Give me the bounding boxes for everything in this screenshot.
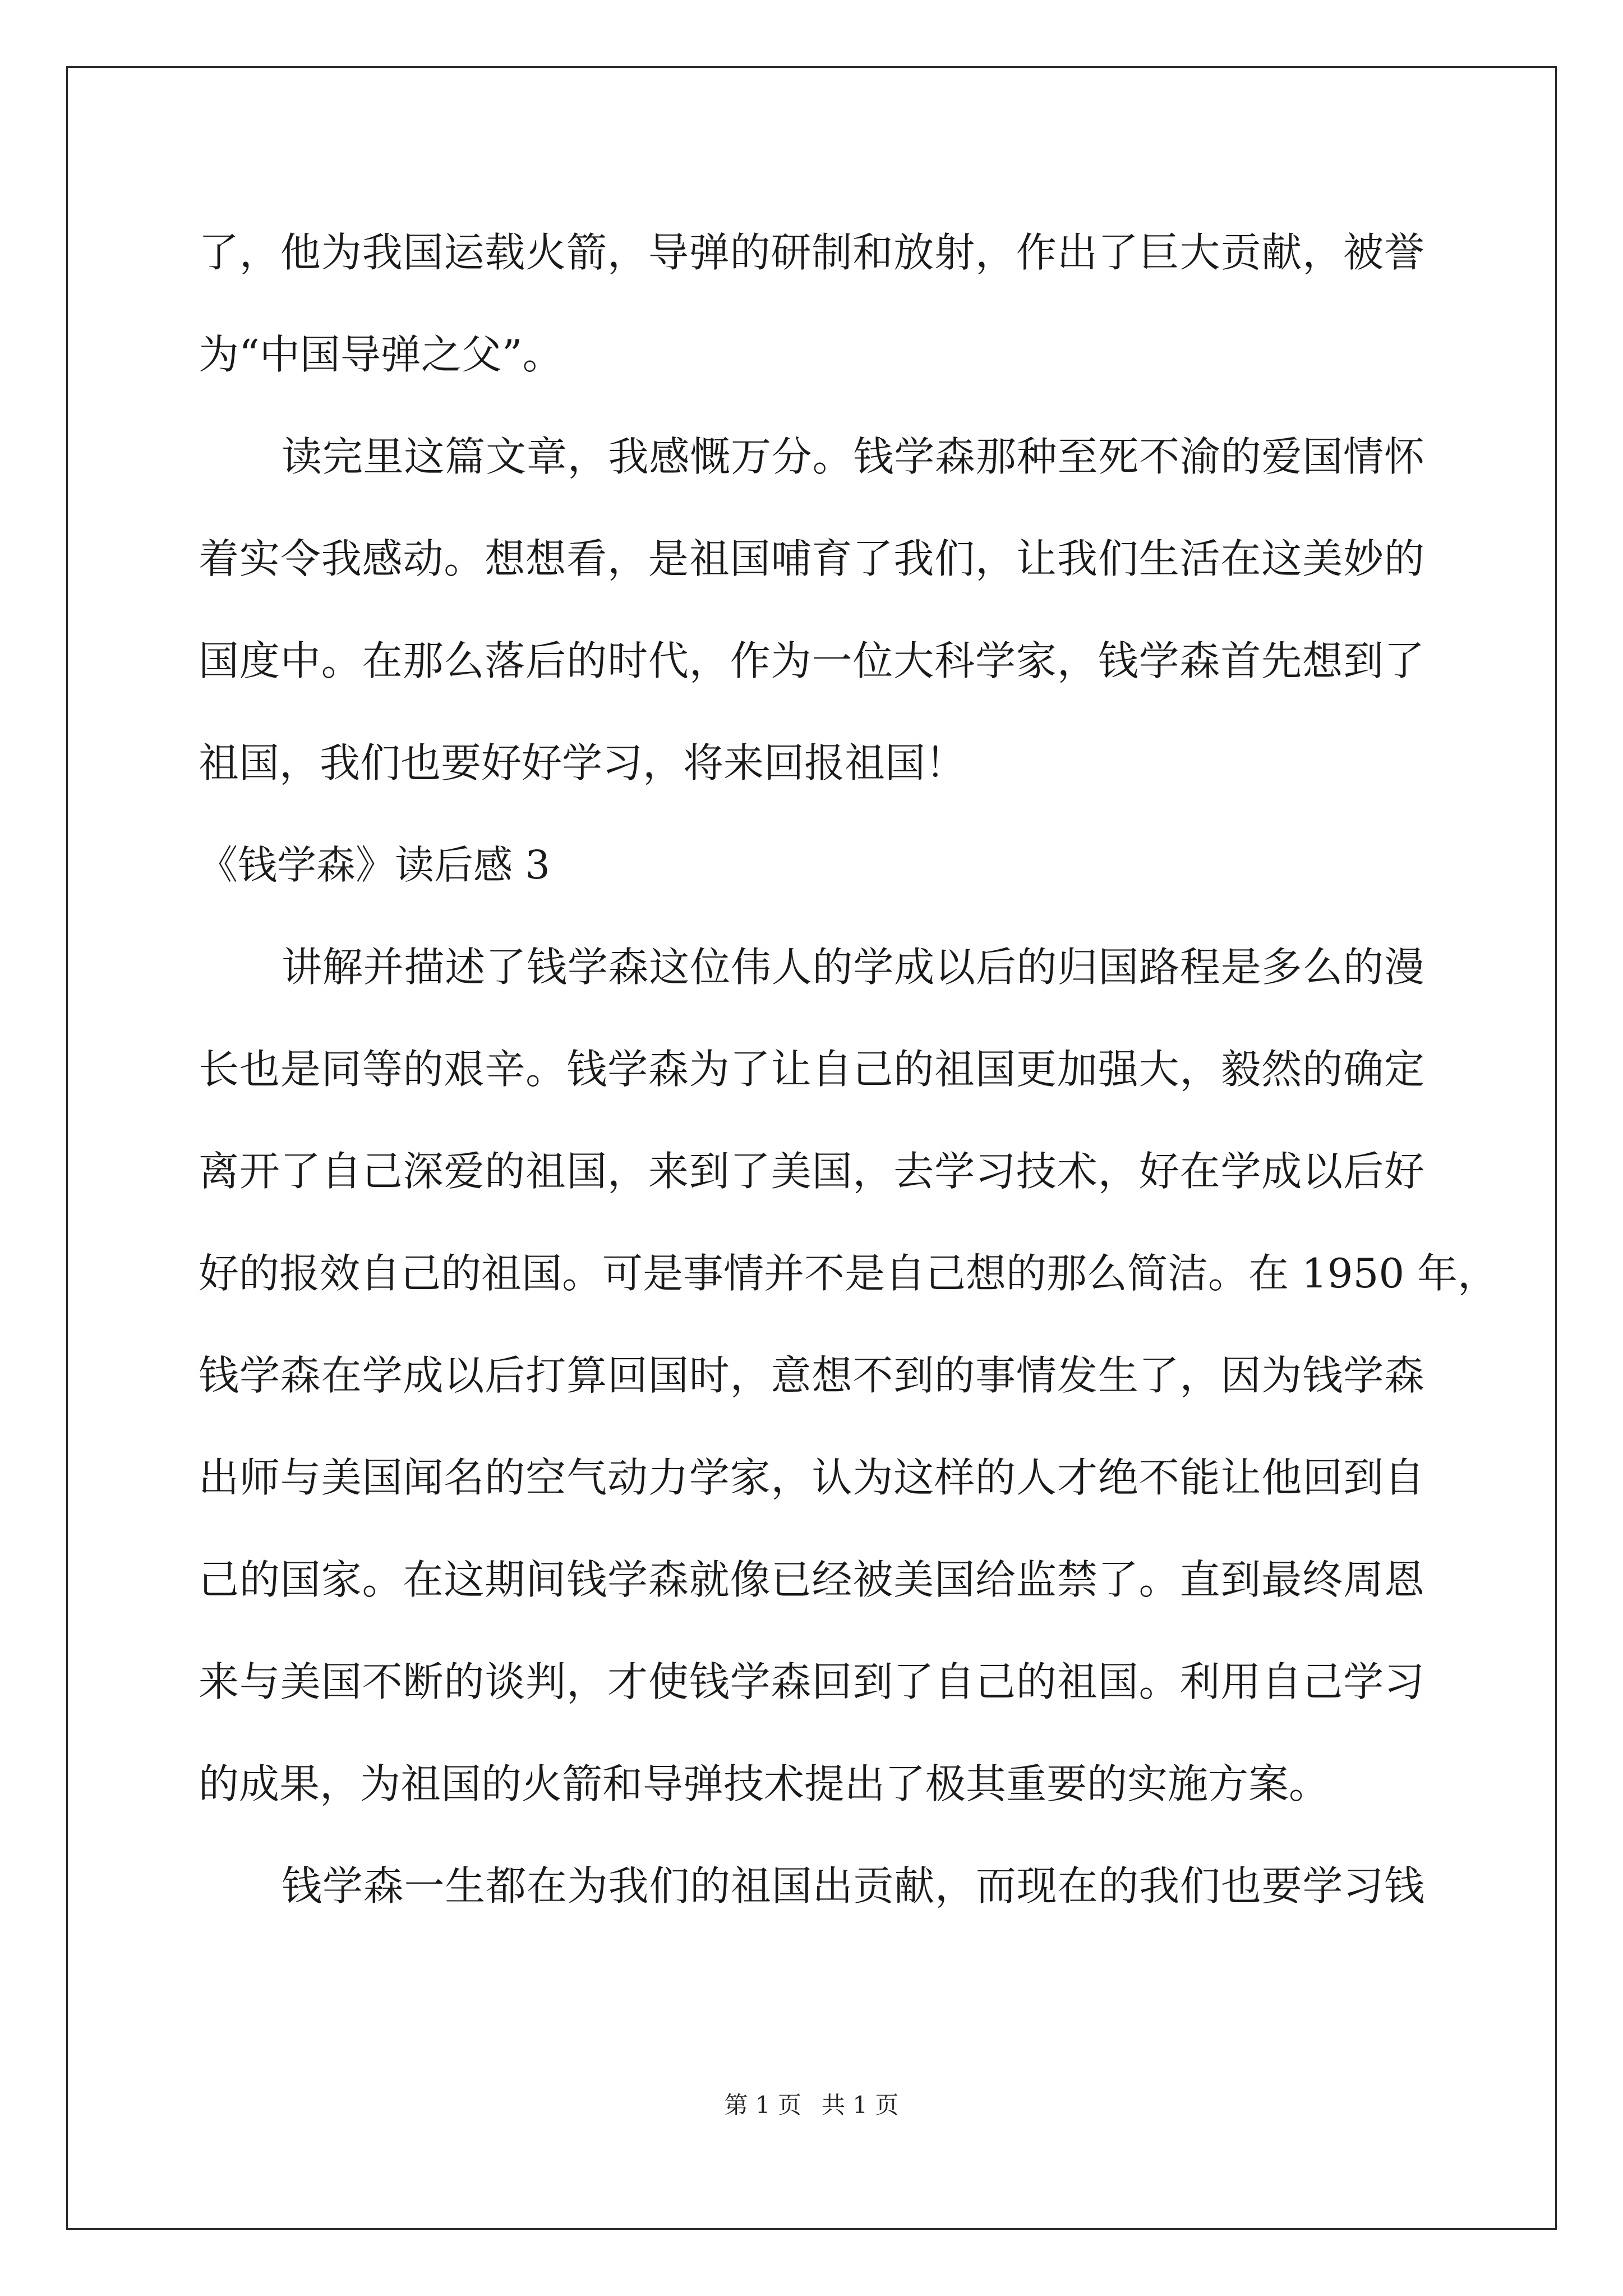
section-heading: 《钱学森》读后感 3 [199,842,550,888]
paragraph-line: 钱学森在学成以后打算回国时，意想不到的事情发生了，因为钱学森 [199,1352,1424,1399]
page-footer [0,2088,1623,2122]
paragraph-line: 为“中国导弹之父”。 [199,331,563,378]
paragraph-line: 离开了自己深爱的祖国，来到了美国，去学习技术，好在学成以后好 [199,1148,1424,1195]
paragraph-line: 祖国，我们也要好好学习，将来回报祖国！ [199,739,966,786]
paragraph-line: 长也是同等的艰辛。钱学森为了让自己的祖国更加强大，毅然的确定 [199,1046,1424,1093]
paragraph-line: 了，他为我国运载火箭，导弹的研制和放射，作出了巨大贡献，被誉 [199,229,1424,276]
paragraph-line: 的成果，为祖国的火箭和导弹技术提出了极其重要的实施方案。 [199,1760,1330,1807]
paragraph-line: 读完里这篇文章，我感慨万分。钱学森那种至死不渝的爱国情怀 [282,433,1424,480]
paragraph-line: 来与美国不断的谈判，才使钱学森回到了自己的祖国。利用自己学习 [199,1658,1424,1705]
page-total: 共 1 页 [822,2091,899,2119]
paragraph-line: 好的报效自己的祖国。可是事情并不是自己想的那么简洁。在 1950 年， [199,1250,1498,1297]
page-number: 第 1 页 [724,2091,801,2119]
paragraph-line: 钱学森一生都在为我们的祖国出贡献，而现在的我们也要学习钱 [282,1862,1424,1910]
paragraph-line: 讲解并描述了钱学森这位伟人的学成以后的归国路程是多么的漫 [282,944,1424,991]
paragraph-line: 着实令我感动。想想看，是祖国哺育了我们，让我们生活在这美妙的 [199,535,1424,582]
paragraph-line: 己的国家。在这期间钱学森就像已经被美国给监禁了。直到最终周恩 [199,1556,1424,1603]
paragraph-line: 出师与美国闻名的空气动力学家，认为这样的人才绝不能让他回到自 [199,1454,1424,1501]
paragraph-line: 国度中。在那么落后的时代，作为一位大科学家，钱学森首先想到了 [199,637,1424,684]
